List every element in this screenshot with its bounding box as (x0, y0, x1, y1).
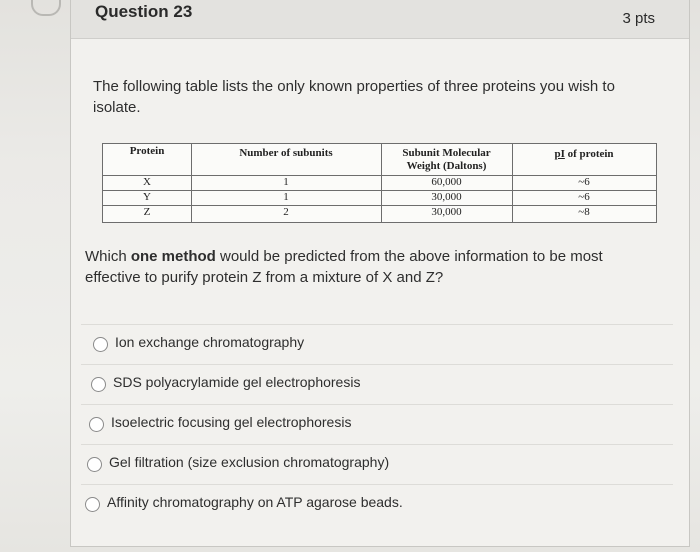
radio-button[interactable] (91, 377, 106, 392)
question-title: Question 23 (95, 2, 193, 21)
table-row-x-subunits: 1 (283, 176, 289, 188)
answer-option-ion-exchange[interactable] (81, 324, 673, 363)
table-header-pi: pI of protein (554, 148, 614, 160)
answer-label[interactable]: SDS polyacrylamide gel electrophoresis (113, 374, 361, 390)
bookmark-icon (31, 0, 61, 16)
table-row-z-mw: 30,000 (431, 206, 462, 218)
answer-label[interactable]: Gel filtration (size exclusion chromatography) (109, 454, 390, 470)
radio-button[interactable] (89, 417, 104, 432)
question-header (71, 0, 689, 39)
table-row-z-pi: ~8 (578, 206, 590, 218)
radio-button[interactable] (87, 457, 102, 472)
table-row-y-subunits: 1 (283, 191, 289, 203)
table-row-y-pi: ~6 (578, 191, 590, 203)
table-row-x-mw: 60,000 (431, 176, 462, 188)
table-row-z-subunits: 2 (283, 206, 289, 218)
answer-option-affinity-chromatography[interactable] (81, 484, 673, 523)
table-row-y-protein: Y (143, 191, 151, 203)
table-header-subunits: Number of subunits (239, 147, 333, 159)
table-header-molecular-weight: Subunit Molecular Weight (Daltons) (402, 147, 491, 172)
protein-table (102, 143, 657, 223)
answer-label[interactable]: Affinity chromatography on ATP agarose beads. (107, 494, 403, 510)
answer-option-gel-filtration[interactable] (81, 444, 673, 483)
answer-option-isoelectric-focusing[interactable] (81, 404, 673, 443)
radio-button[interactable] (85, 497, 100, 512)
table-row-z-protein: Z (143, 206, 151, 218)
question-card (70, 0, 690, 547)
table-header-protein: Protein (129, 145, 165, 157)
radio-button[interactable] (93, 337, 108, 352)
table-row-y-mw: 30,000 (431, 191, 462, 203)
answer-option-sds-page[interactable] (81, 364, 673, 403)
table-row-x-protein: X (143, 176, 151, 188)
table-row-x-pi: ~6 (578, 176, 590, 188)
question-points: 3 pts (622, 10, 655, 27)
question-stem: The following table lists the only known properties of three proteins you wish to isolate. (93, 78, 615, 116)
question-prompt: Which one method would be predicted from the above information to be most effective to purify protein Z from a mixture of X and Z? (85, 248, 603, 286)
answer-label[interactable]: Ion exchange chromatography (115, 334, 305, 350)
answer-label[interactable]: Isoelectric focusing gel electrophoresis (111, 414, 352, 430)
